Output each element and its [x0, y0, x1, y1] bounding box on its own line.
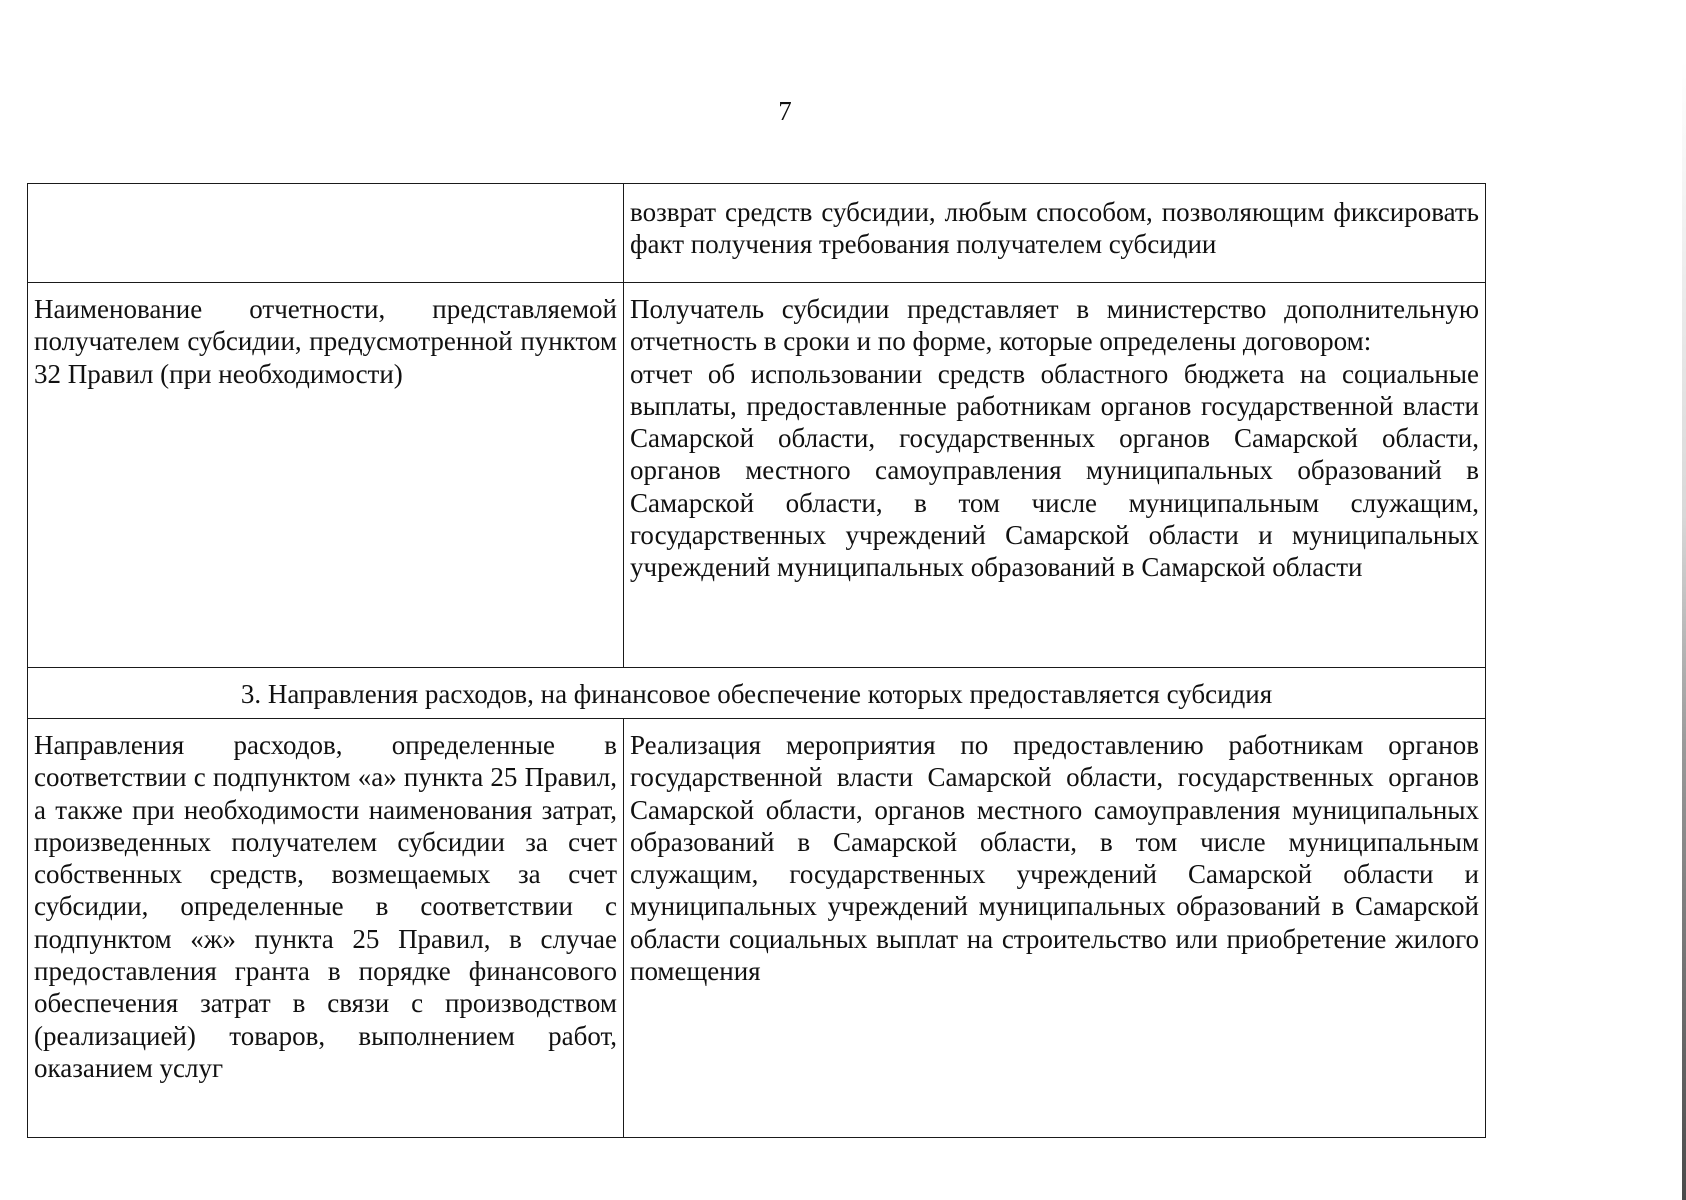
section-3-title: 3. Направления расходов, на финансовое обеспечение которых предоставляется субсидия [28, 668, 1486, 719]
row1-right-cell: возврат средств субсидии, любым способом, позволяющим фиксировать факт получения требования получателем субсидии [624, 184, 1486, 283]
reporting-description-cell [624, 283, 1486, 668]
reporting-paragraph-2: отчет об использовании средств областного бюджета на социальные выплаты, предоставленные работникам органов государственной власти Самарской области, государственных органов Самарской области, органов местного самоуправления муниципальных образований в Самарской области, в том числе муниципальным служащим, государственных учреждений Самарской области и муниципальных учреждений муниципальных образований в Самарской области [630, 358, 1479, 583]
subsidy-table [27, 183, 1486, 1138]
expense-directions-cell: Направления расходов, определенные в соответствии с подпунктом «а» пункта 25 Правил, а также при необходимости наименования затрат, произведенных получателем субсидии за счет собственных средств, возмещаемых за счет субсидии, определенные в соответствии с подпунктом «ж» пункта 25 Правил, в случае предоставления гранта в порядке финансового обеспечения затрат в связи с производством (реализацией) товаров, выполнением работ, оказанием услуг [28, 719, 624, 1138]
row1-left-cell [28, 184, 624, 283]
reporting-name-cell: Наименование отчетности, представляемой получателем субсидии, предусмотренной пунктом 32 Правил (при необходимости) [28, 283, 624, 668]
reporting-paragraph-1: Получатель субсидии представляет в министерство дополнительную отчетность в сроки и по форме, которые определены договором: [630, 294, 1479, 357]
table-row [28, 719, 1486, 1138]
section-heading-row [28, 668, 1486, 719]
expense-description-cell: Реализация мероприятия по предоставлению работникам органов государственной власти Самарской области, государственных органов Самарской области, органов местного самоуправления муниципальных образований в Самарской области, в том числе муниципальным служащим, государственных учреждений Самарской области и муниципальных учреждений муниципальных образований в Самарской области социальных выплат на строительство или приобретение жилого помещения [624, 719, 1486, 1138]
table-row [28, 184, 1486, 283]
scan-edge-shadow [1682, 60, 1686, 1200]
page-number: 7 [778, 96, 792, 126]
table-row [28, 283, 1486, 668]
